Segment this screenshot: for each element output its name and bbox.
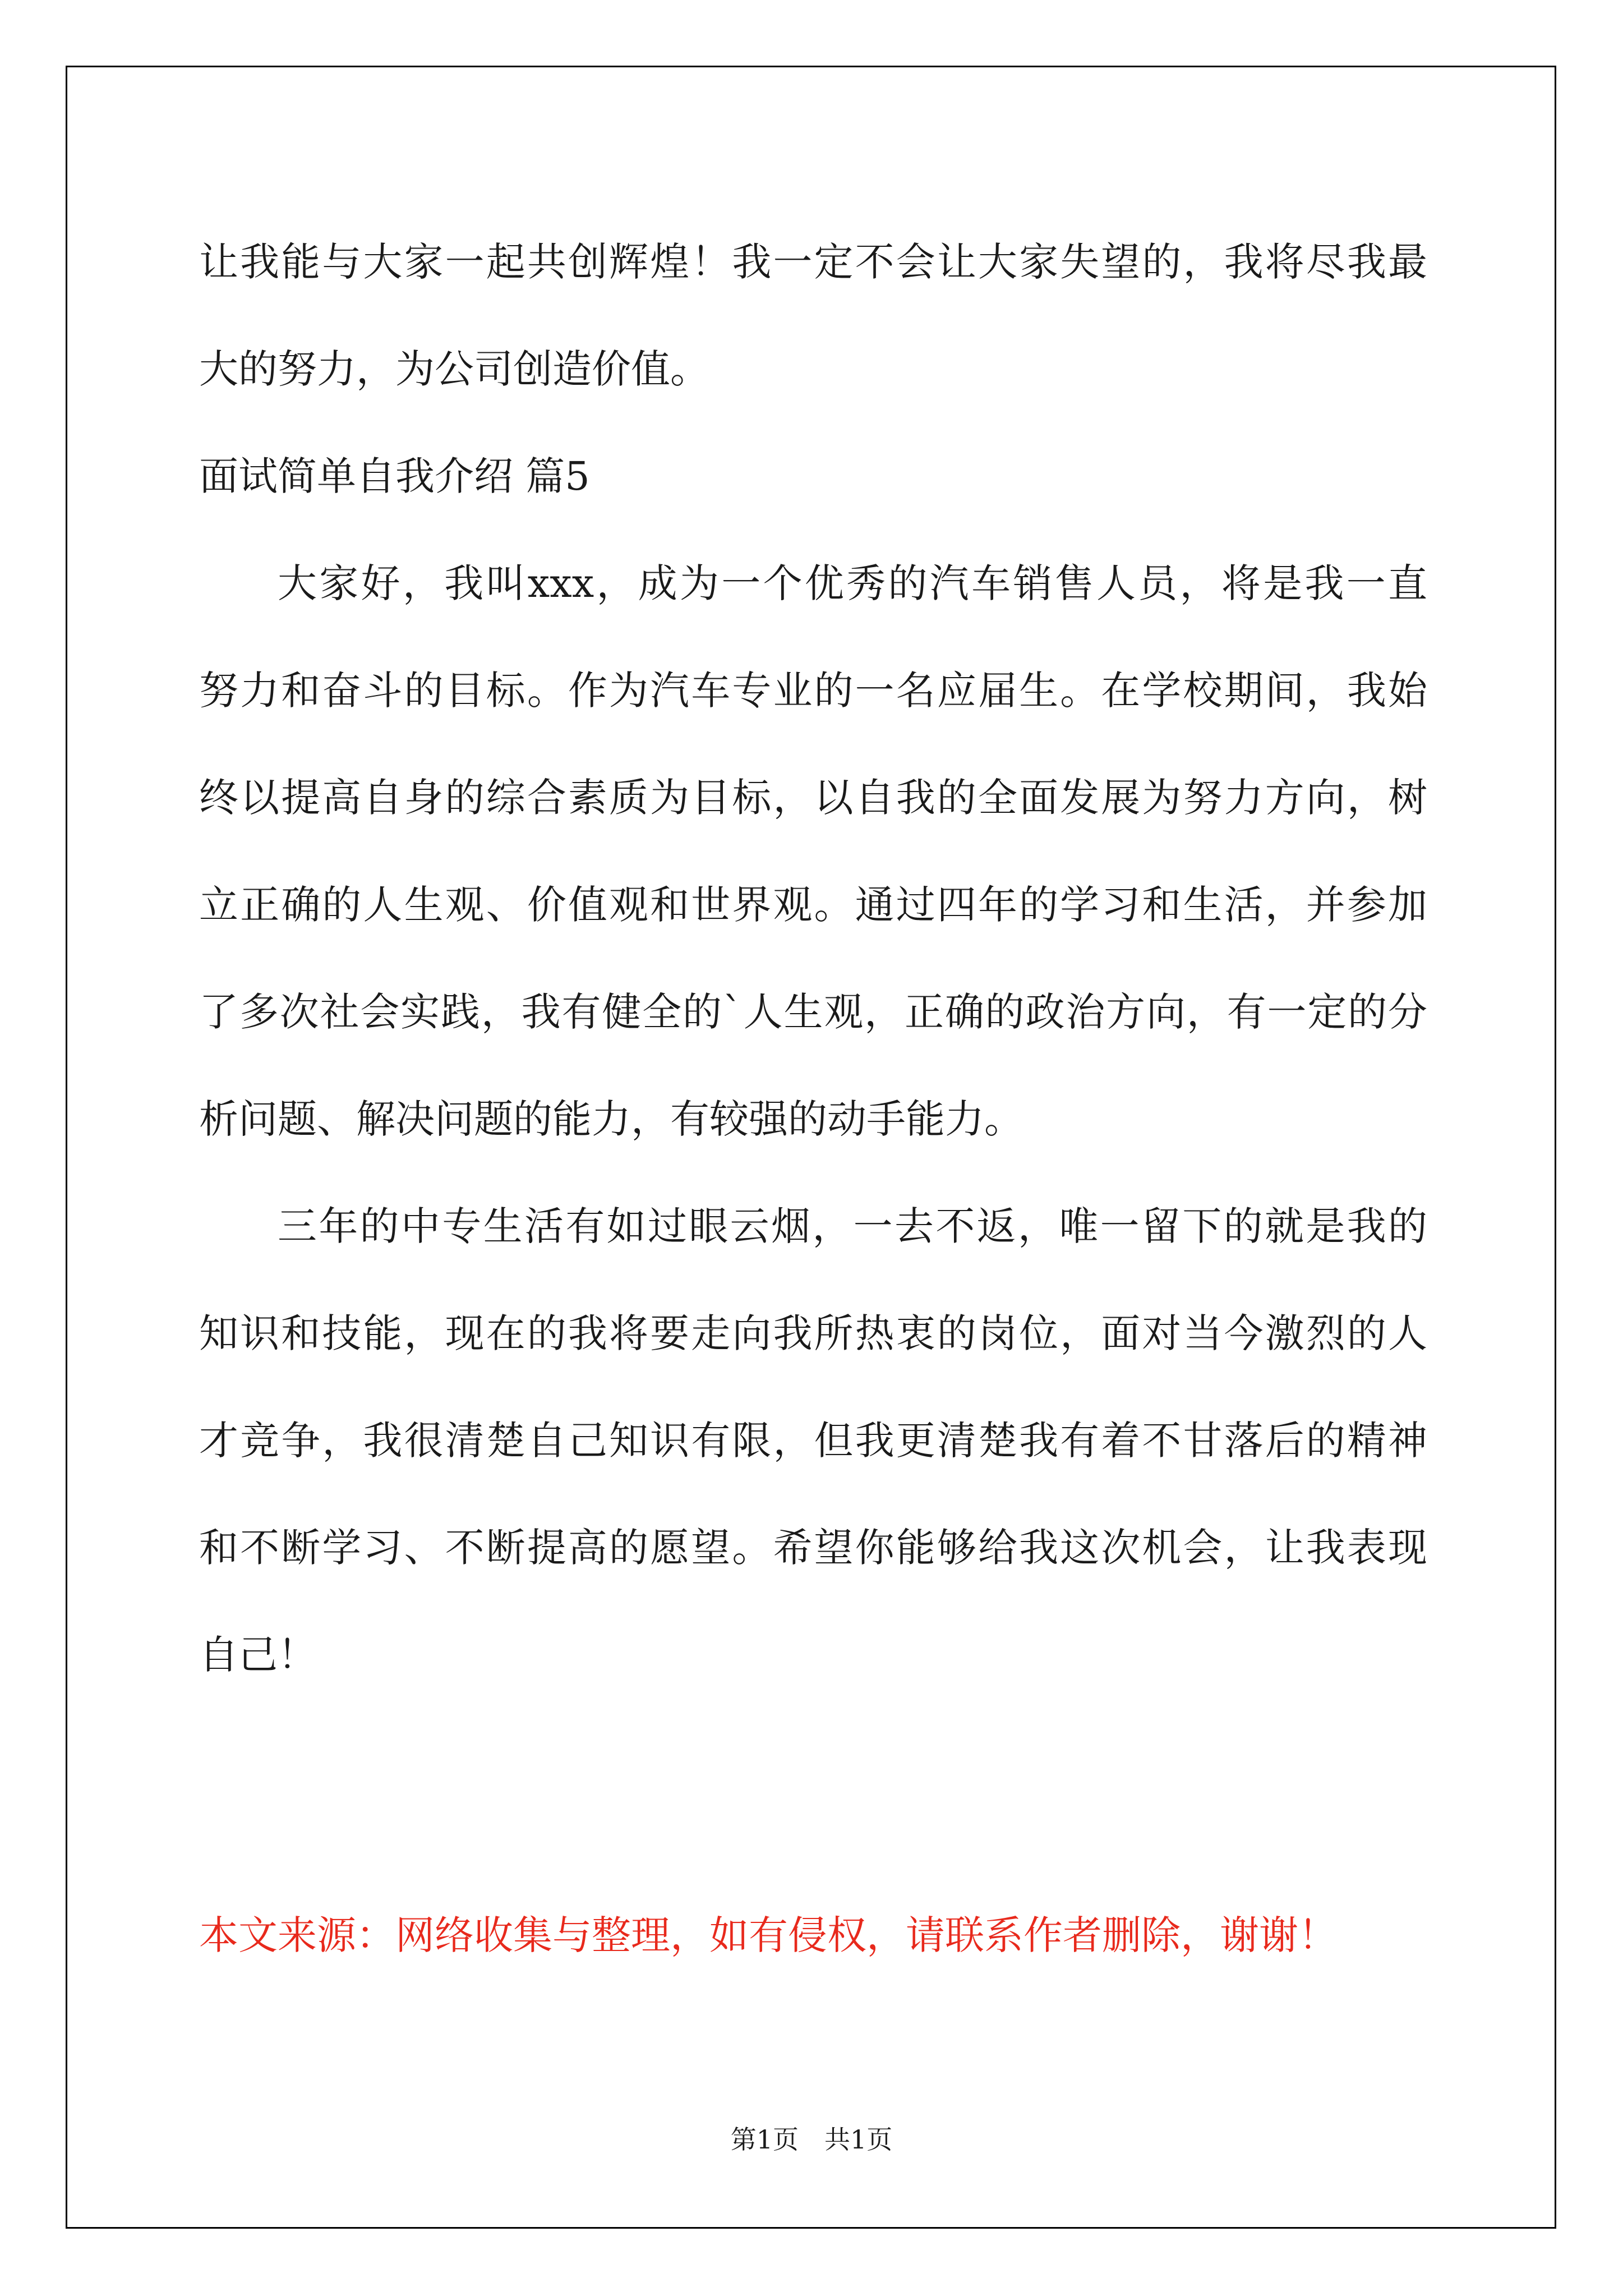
body-text-line: 立正确的人生观、价值观和世界观。通过四年的学习和生活，并参加 [199,882,1427,928]
body-text-line: 自己！ [199,1632,317,1678]
body-text-line: 让我能与大家一起共创辉煌！我一定不会让大家失望的，我将尽我最 [199,239,1427,285]
body-text-line: 努力和奋斗的目标。作为汽车专业的一名应届生。在学校期间，我始 [199,668,1427,714]
body-text-line: 才竞争，我很清楚自己知识有限，但我更清楚我有着不甘落后的精神 [199,1418,1427,1464]
body-text-line: 三年的中专生活有如过眼云烟，一去不返，唯一留下的就是我的 [278,1203,1427,1249]
body-text-line: 大的努力，为公司创造价值。 [199,346,709,392]
body-text-line: 大家好，我叫xxx，成为一个优秀的汽车销售人员，将是我一直 [278,560,1427,606]
body-text-line: 终以提高自身的综合素质为目标，以自我的全面发展为努力方向，树 [199,775,1427,821]
source-notice: 本文来源：网络收集与整理，如有侵权，请联系作者删除，谢谢！ [199,1912,1338,1958]
document-body [199,209,1427,1709]
section-heading: 面试简单自我介绍 篇5 [199,453,590,499]
body-text-line: 析问题、解决问题的能力，有较强的动手能力。 [199,1096,1023,1142]
body-text-line: 了多次社会实践，我有健全的`人生观，正确的政治方向，有一定的分 [199,989,1427,1035]
page-footer: 第1页 共1页 [730,2124,893,2155]
body-text-line: 知识和技能，现在的我将要走向我所热衷的岗位，面对当今激烈的人 [199,1310,1427,1356]
body-text-line: 和不断学习、不断提高的愿望。希望你能够给我这次机会，让我表现 [199,1525,1427,1571]
